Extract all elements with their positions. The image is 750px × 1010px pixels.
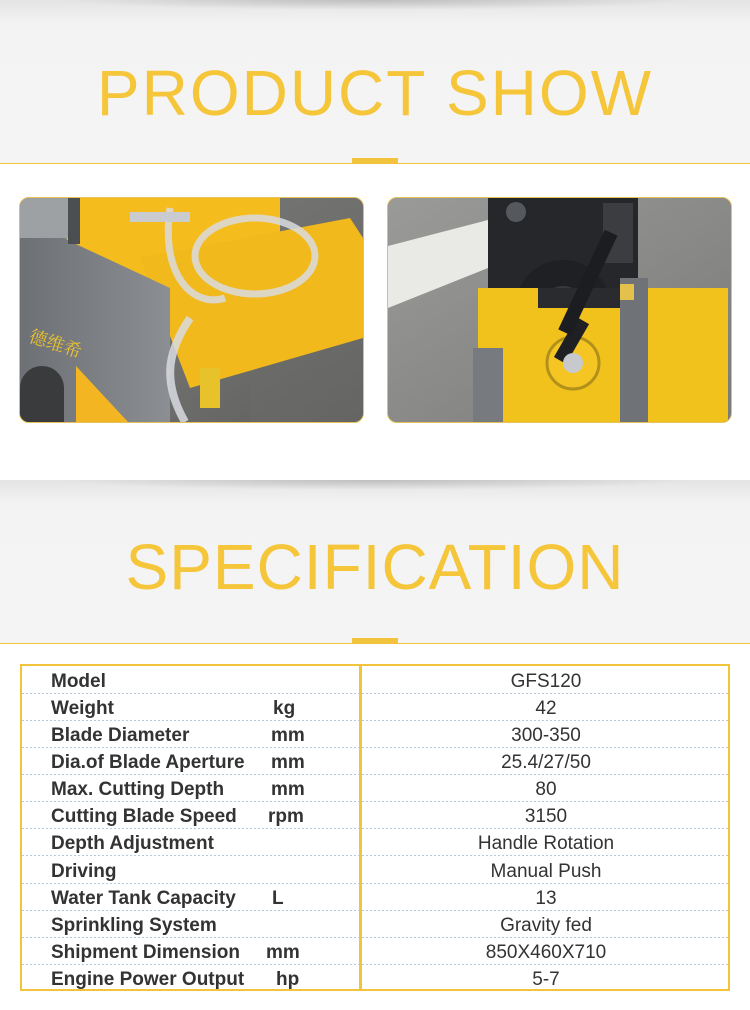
spec-name: Water Tank Capacity [51,888,236,909]
table-row [22,911,728,938]
specification-banner [0,480,750,643]
table-row [22,775,728,802]
spec-unit: mm [266,942,300,963]
product-show-title: PRODUCT SHOW [96,57,654,129]
spec-name: Driving [51,861,117,882]
spec-value: 25.4/27/50 [501,752,591,773]
spec-value: 3150 [524,806,568,827]
spec-value: Manual Push [490,861,602,882]
row-gridline [22,855,728,856]
spec-name: Shipment Dimension [51,942,240,963]
spec-value: 42 [535,698,557,719]
table-row [22,802,728,829]
spec-unit: hp [276,969,300,990]
spec-name: Engine Power Output [51,969,245,990]
spec-name: Blade Diameter [51,725,190,746]
spec-name: Sprinkling System [51,915,217,936]
specification-title: SPECIFICATION [125,531,625,603]
table-row [22,884,728,911]
spec-value: 850X460X710 [485,942,607,963]
product-photo-top [387,197,732,423]
table-row [22,748,728,775]
spec-name: Dia.of Blade Aperture [51,752,245,773]
table-row [22,965,728,992]
specification-table [20,664,730,991]
spec-value: Gravity fed [500,915,592,936]
spec-value: 80 [535,779,557,800]
spec-value: Handle Rotation [477,833,615,854]
spec-name: Weight [51,698,114,719]
table-row [22,667,728,694]
spec-value: GFS120 [510,671,582,692]
table-row [22,694,728,721]
spec-unit: mm [271,725,305,746]
spec-value: 13 [535,888,557,909]
table-row [22,829,728,856]
product-photo-side [19,197,364,423]
spec-unit: kg [273,698,296,719]
spec-name: Model [51,671,106,692]
spec-name: Max. Cutting Depth [51,779,225,800]
machine-side-illustration [20,198,363,422]
spec-name: Cutting Blade Speed [51,806,237,827]
table-row [22,721,728,748]
section-divider-mark [352,158,398,164]
product-show-banner [0,0,750,163]
spec-name: Depth Adjustment [51,833,214,854]
spec-unit: rpm [268,806,304,827]
table-row [22,857,728,884]
spec-unit: mm [271,779,305,800]
spec-unit: mm [271,752,305,773]
spec-unit: L [272,888,284,909]
machine-top-illustration [388,198,731,422]
spec-value: 5-7 [532,969,560,990]
spec-value: 300-350 [511,725,581,746]
section-divider-mark [352,638,398,644]
machine-watermark-text: 德维希 [26,326,85,363]
table-row [22,938,728,965]
